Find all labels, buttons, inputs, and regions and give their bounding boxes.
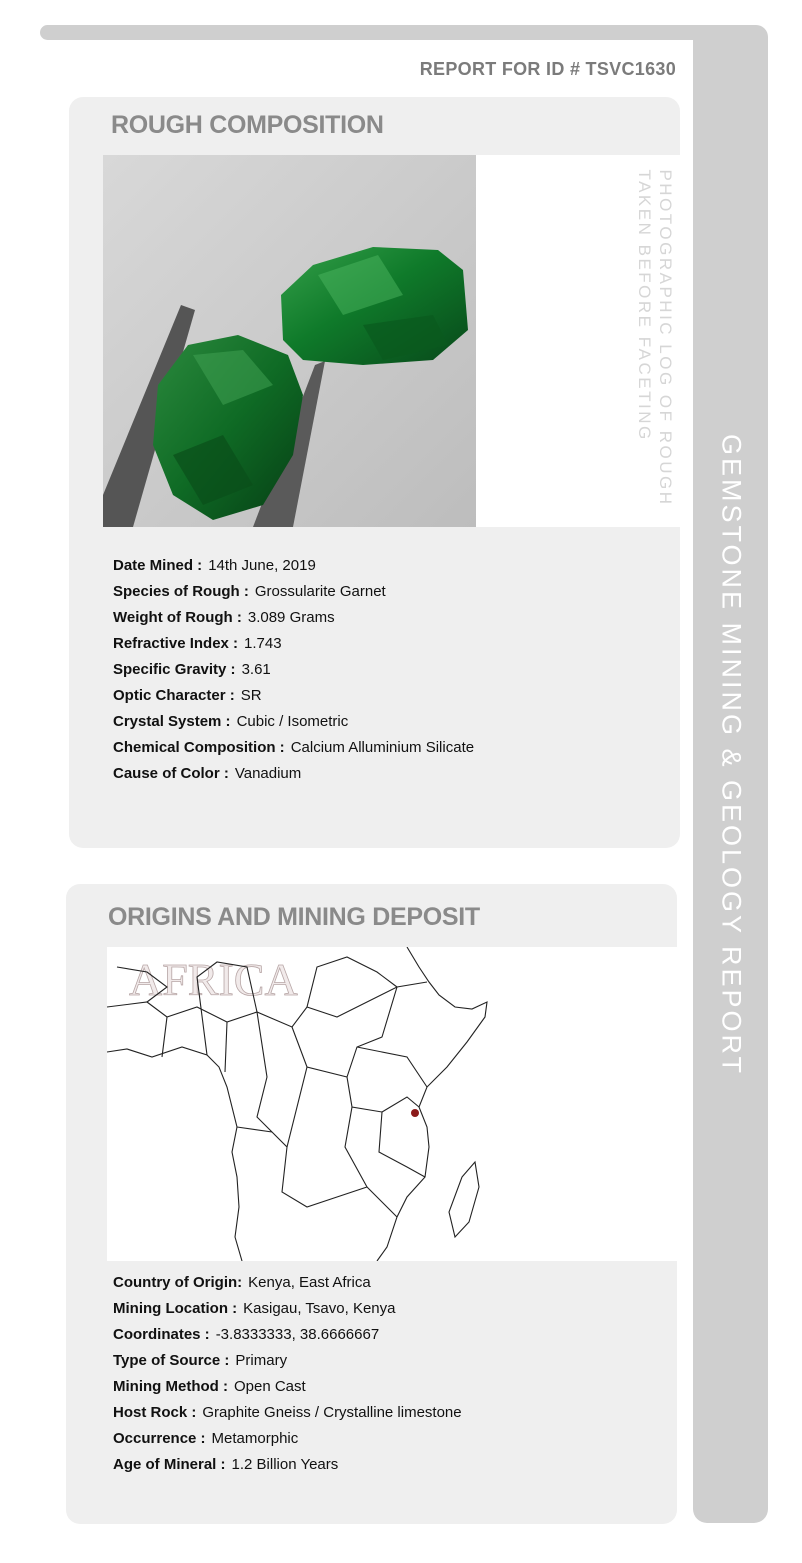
- detail-row: [113, 608, 474, 634]
- detail-row: [113, 1299, 462, 1325]
- detail-value: Metamorphic: [211, 1430, 299, 1447]
- detail-value: Kasigau, Tsavo, Kenya: [243, 1300, 396, 1317]
- map-region-label: AFRICA: [129, 954, 298, 1005]
- detail-row: [113, 582, 474, 608]
- detail-label: Mining Method :: [113, 1378, 228, 1395]
- detail-label: Mining Location :: [113, 1300, 238, 1317]
- africa-map: [107, 947, 677, 1261]
- detail-value: Cubic / Isometric: [236, 713, 349, 730]
- detail-value: Primary: [235, 1352, 288, 1369]
- detail-value: Open Cast: [233, 1378, 306, 1395]
- detail-label: Optic Character :: [113, 687, 235, 704]
- detail-value: Vanadium: [234, 765, 302, 782]
- detail-value: -3.8333333, 38.6666667: [215, 1326, 380, 1343]
- detail-row: [113, 634, 474, 660]
- origins-details-list: [113, 1273, 462, 1481]
- detail-row: [113, 1377, 462, 1403]
- detail-row: [113, 1273, 462, 1299]
- detail-row: [113, 660, 474, 686]
- detail-row: [113, 712, 474, 738]
- detail-row: [113, 1403, 462, 1429]
- side-report-title: GEMSTONE MINING & GEOLOGY REPORT: [716, 433, 747, 1077]
- detail-row: [113, 1325, 462, 1351]
- rough-gemstone-photo: [103, 155, 476, 527]
- detail-label: Type of Source :: [113, 1352, 230, 1369]
- detail-label: Chemical Composition :: [113, 739, 285, 756]
- mine-location-marker: [411, 1109, 419, 1117]
- detail-label: Country of Origin:: [113, 1274, 243, 1291]
- detail-label: Coordinates :: [113, 1326, 210, 1343]
- detail-label: Specific Gravity :: [113, 661, 236, 678]
- detail-value: 3.089 Grams: [247, 609, 335, 626]
- detail-value: 3.61: [241, 661, 271, 678]
- detail-row: [113, 556, 474, 582]
- detail-value: SR: [240, 687, 262, 704]
- map-area: [107, 947, 677, 1261]
- detail-label: Crystal System :: [113, 713, 231, 730]
- detail-value: Calcium Alluminium Silicate: [290, 739, 475, 756]
- detail-value: Kenya, East Africa: [248, 1274, 371, 1291]
- detail-label: Weight of Rough :: [113, 609, 242, 626]
- detail-row: [113, 1455, 462, 1481]
- rough-details-list: [113, 556, 474, 790]
- detail-label: Date Mined :: [113, 557, 203, 574]
- detail-value: 1.743: [244, 635, 282, 652]
- photo-caption-line-1: PHOTOGRAPHIC LOG OF ROUGH: [656, 169, 675, 507]
- detail-label: Age of Mineral :: [113, 1456, 226, 1473]
- detail-value: 1.2 Billion Years: [231, 1456, 339, 1473]
- detail-label: Host Rock :: [113, 1404, 197, 1421]
- rough-composition-title: ROUGH COMPOSITION: [111, 111, 384, 139]
- detail-label: Occurrence :: [113, 1430, 206, 1447]
- detail-value: 14th June, 2019: [208, 557, 316, 574]
- detail-label: Refractive Index :: [113, 635, 239, 652]
- origins-title: ORIGINS AND MINING DEPOSIT: [108, 903, 480, 931]
- report-id-label: REPORT FOR ID # TSVC1630: [419, 59, 676, 79]
- detail-row: [113, 738, 474, 764]
- rough-photo-area: [103, 155, 680, 527]
- photo-caption-line-2: TAKEN BEFORE FACETING: [635, 169, 654, 442]
- top-frame-bar: [40, 25, 740, 40]
- detail-row: [113, 1429, 462, 1455]
- detail-value: Graphite Gneiss / Crystalline limestone: [202, 1404, 462, 1421]
- detail-label: Species of Rough :: [113, 583, 249, 600]
- detail-label: Cause of Color :: [113, 765, 229, 782]
- detail-row: [113, 764, 474, 790]
- detail-row: [113, 1351, 462, 1377]
- photo-caption: [634, 169, 676, 506]
- detail-value: Grossularite Garnet: [254, 583, 386, 600]
- detail-row: [113, 686, 474, 712]
